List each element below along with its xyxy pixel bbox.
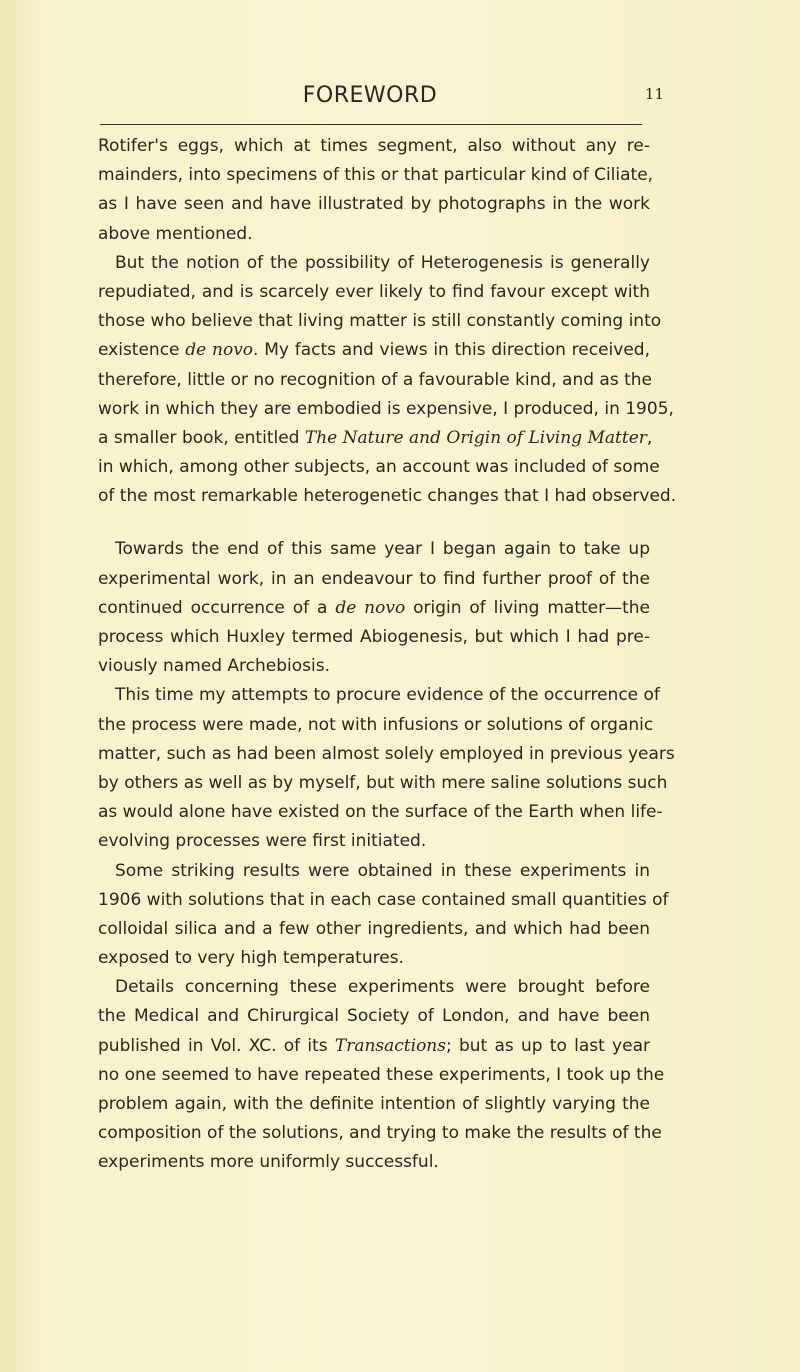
text-run: , — [646, 427, 653, 448]
text-run: published in Vol. XC. of its — [98, 1035, 335, 1056]
paragraph-gap — [98, 511, 650, 535]
text-line: composition of the solutions, and trying to make the results of the — [98, 1123, 662, 1144]
text-line: Towards the end of this same year I began again to take up — [115, 539, 650, 560]
text-line: above mentioned. — [98, 223, 253, 244]
text-line: problem again, with the definite intention of slightly varying the — [98, 1094, 650, 1114]
text-line: by others as well as by myself, but with mere saline solutions such — [98, 772, 668, 793]
text-line: no one seemed to have repeated these experiments, I took up the — [98, 1064, 665, 1085]
text-line: viously named Archebiosis. — [98, 656, 330, 677]
text-line: as I have seen and have illustrated by photographs in the work — [98, 194, 650, 215]
running-head — [90, 83, 664, 115]
text-line: Some striking results were obtained in these experiments in — [115, 860, 650, 881]
text-line: the Medical and Chirurgical Society of London, and have been — [98, 1006, 650, 1027]
text-run: continued occurrence of a — [98, 597, 336, 618]
text-line: evolving processes were first initiated. — [98, 831, 427, 852]
italic-text: The Nature and Origin of Living Matter — [304, 427, 647, 448]
italic-text: Transactions — [334, 1035, 446, 1056]
text-line — [98, 1032, 650, 1061]
text-line — [98, 594, 650, 623]
text-line: 1906 with solutions that in each case contained small quantities of — [98, 889, 669, 910]
text-line: Details concerning these experiments were brought before — [115, 977, 650, 998]
text-line — [98, 336, 650, 365]
text-line: Rotifer's eggs, which at times segment, also without any re- — [98, 136, 650, 156]
text-line: process which Huxley termed Abiogenesis, but which I had pre- — [98, 627, 650, 647]
text-run: existence — [98, 340, 186, 361]
text-line: exposed to very high temperatures. — [98, 948, 404, 969]
text-line: of the most remarkable heterogenetic changes that I had observed. — [98, 486, 677, 507]
text-line: work in which they are embodied is expensive, I produced, in 1905, — [98, 398, 674, 419]
text-line: experimental work, in an endeavour to find further proof of the — [98, 568, 650, 589]
text-line: This time my attempts to procure evidence of the occurrence of — [115, 685, 660, 706]
text-line: mainders, into specimens of this or that particular kind of Ciliate, — [98, 165, 654, 186]
text-run: a smaller book, entitled — [98, 427, 305, 448]
text-line: But the notion of the possibility of Heterogenesis is generally — [115, 252, 650, 273]
text-line: as would alone have existed on the surface of the Earth when life- — [98, 802, 663, 823]
text-run: . My facts and views in this direction received, — [253, 340, 650, 361]
text-line: the process were made, not with infusions or solutions of organic — [98, 714, 654, 735]
body-text — [98, 132, 677, 1178]
header-rule — [100, 124, 642, 125]
text-line: in which, among other subjects, an account was included of some — [98, 457, 660, 478]
text-line: therefore, little or no recognition of a favourable kind, and as the — [98, 369, 652, 390]
italic-text: de novo — [335, 597, 406, 618]
text-run: ; but as up to last year — [445, 1035, 650, 1056]
text-run: origin of living matter—the — [405, 597, 651, 618]
text-line: experiments more uniformly successful. — [98, 1152, 439, 1173]
text-line: matter, such as had been almost solely employed in previous years — [98, 743, 675, 764]
text-line — [98, 424, 653, 453]
text-line: repudiated, and is scarcely ever likely to find favour except with — [98, 281, 650, 302]
text-line: colloidal silica and a few other ingredients, and which had been — [98, 918, 650, 939]
page-number: 11 — [644, 85, 664, 103]
page-title: FOREWORD — [302, 83, 438, 108]
italic-text: de novo — [185, 340, 254, 361]
text-line: those who believe that living matter is still constantly coming into — [98, 311, 662, 332]
